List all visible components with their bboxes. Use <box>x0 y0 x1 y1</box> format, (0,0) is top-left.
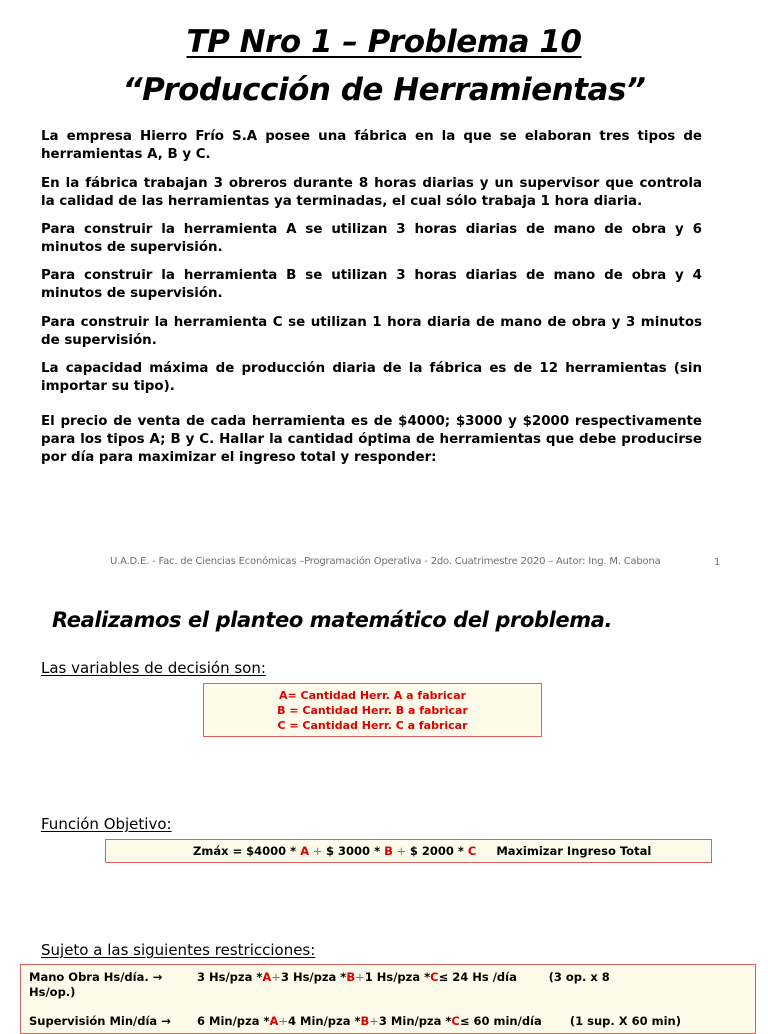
problem-paragraph: La capacidad máxima de producción diaria de la fábrica es de 12 herramientas (sin importar su tipo). <box>41 361 702 394</box>
variable-item: B = Cantidad Herr. B a fabricar <box>277 704 468 717</box>
constraint-rhs: ≤ 60 min/día <box>459 1014 542 1028</box>
constraint-term: 3 Hs/pza * <box>197 970 263 984</box>
plus-sign: + <box>278 1014 289 1028</box>
constraint-row-labor <box>29 970 610 985</box>
constraint-term: 6 Min/pza * <box>197 1014 270 1028</box>
constraint-term: 3 Min/pza * <box>378 1014 452 1028</box>
variables-box <box>203 683 542 737</box>
constraint-note-continuation: Hs/op.) <box>29 985 76 999</box>
var-a: A <box>300 844 310 858</box>
var-b: B <box>360 1014 370 1028</box>
constraint-name: Supervisión Min/día → <box>29 1014 171 1028</box>
var-b: B <box>384 844 393 858</box>
page-number: 1 <box>714 557 721 568</box>
constraint-term: 3 Hs/pza * <box>280 970 347 984</box>
objective-description: Maximizar Ingreso Total <box>496 844 652 858</box>
variable-item: C = Cantidad Herr. C a fabricar <box>277 719 468 732</box>
objective-term: Zmáx = $4000 * <box>193 844 301 858</box>
variables-label: Las variables de decisión son: <box>41 659 266 677</box>
plus-sign: + <box>309 844 327 858</box>
objective-label: Función Objetivo: <box>41 815 172 833</box>
plus-sign: + <box>355 970 365 984</box>
var-b: B <box>346 970 356 984</box>
constraint-note: (3 op. x 8 <box>548 970 610 984</box>
var-c: C <box>467 844 477 858</box>
problem-paragraph: Para construir la herramienta B se utilizan 3 horas diarias de mano de obra y 4 minutos de supervisión. <box>41 268 702 301</box>
page-subtitle: “Producción de Herramientas” <box>122 72 646 108</box>
constraint-row-supervision <box>29 1014 681 1029</box>
page-footer: U.A.D.E. - Fac. de Ciencias Económicas –Programación Operativa - 2do. Cuatrimestre 2020 – Autor: Ing. M. Cabona <box>110 556 661 567</box>
var-a: A <box>269 1014 279 1028</box>
constraint-term: 4 Min/pza * <box>288 1014 361 1028</box>
variable-item: A= Cantidad Herr. A a fabricar <box>278 689 467 702</box>
objective-term: $ 3000 * <box>326 844 385 858</box>
problem-paragraph: En la fábrica trabajan 3 obreros durante 8 horas diarias y un supervisor que controla la calidad de las herramientas ya terminadas, el cual sólo trabaja 1 hora diaria. <box>41 176 702 209</box>
problem-paragraph: Para construir la herramienta A se utilizan 3 horas diarias de mano de obra y 6 minutos de supervisión. <box>41 222 702 255</box>
section-heading: Realizamos el planteo matemático del problema. <box>52 608 613 632</box>
page-title: TP Nro 1 – Problema 10 <box>186 24 582 60</box>
var-c: C <box>430 970 439 984</box>
constraint-note: (1 sup. X 60 min) <box>569 1014 682 1028</box>
var-a: A <box>262 970 272 984</box>
objective-term: $ 2000 * <box>409 844 468 858</box>
plus-sign: + <box>392 844 410 858</box>
var-c: C <box>451 1014 460 1028</box>
plus-sign: + <box>271 970 281 984</box>
objective-function-box <box>105 839 712 863</box>
problem-paragraph: El precio de venta de cada herramienta es de $4000; $3000 y $2000 respectivamente para los tipos A; B y C. Hallar la cantidad óptima de herramientas que debe producirse por día para maximizar el ingreso total y responder: <box>41 414 702 465</box>
problem-paragraph: La empresa Hierro Frío S.A posee una fábrica en la que se elaboran tres tipos de herramientas A, B y C. <box>41 129 702 162</box>
constraint-name: Mano Obra Hs/día. → <box>29 970 163 984</box>
constraint-term: 1 Hs/pza * <box>364 970 431 984</box>
plus-sign: + <box>369 1014 379 1028</box>
constraint-rhs: ≤ 24 Hs /día <box>438 970 517 984</box>
constraints-label: Sujeto a las siguientes restricciones: <box>41 941 316 959</box>
problem-paragraph: Para construir la herramienta C se utilizan 1 hora diaria de mano de obra y 3 minutos de supervisión. <box>41 315 702 348</box>
